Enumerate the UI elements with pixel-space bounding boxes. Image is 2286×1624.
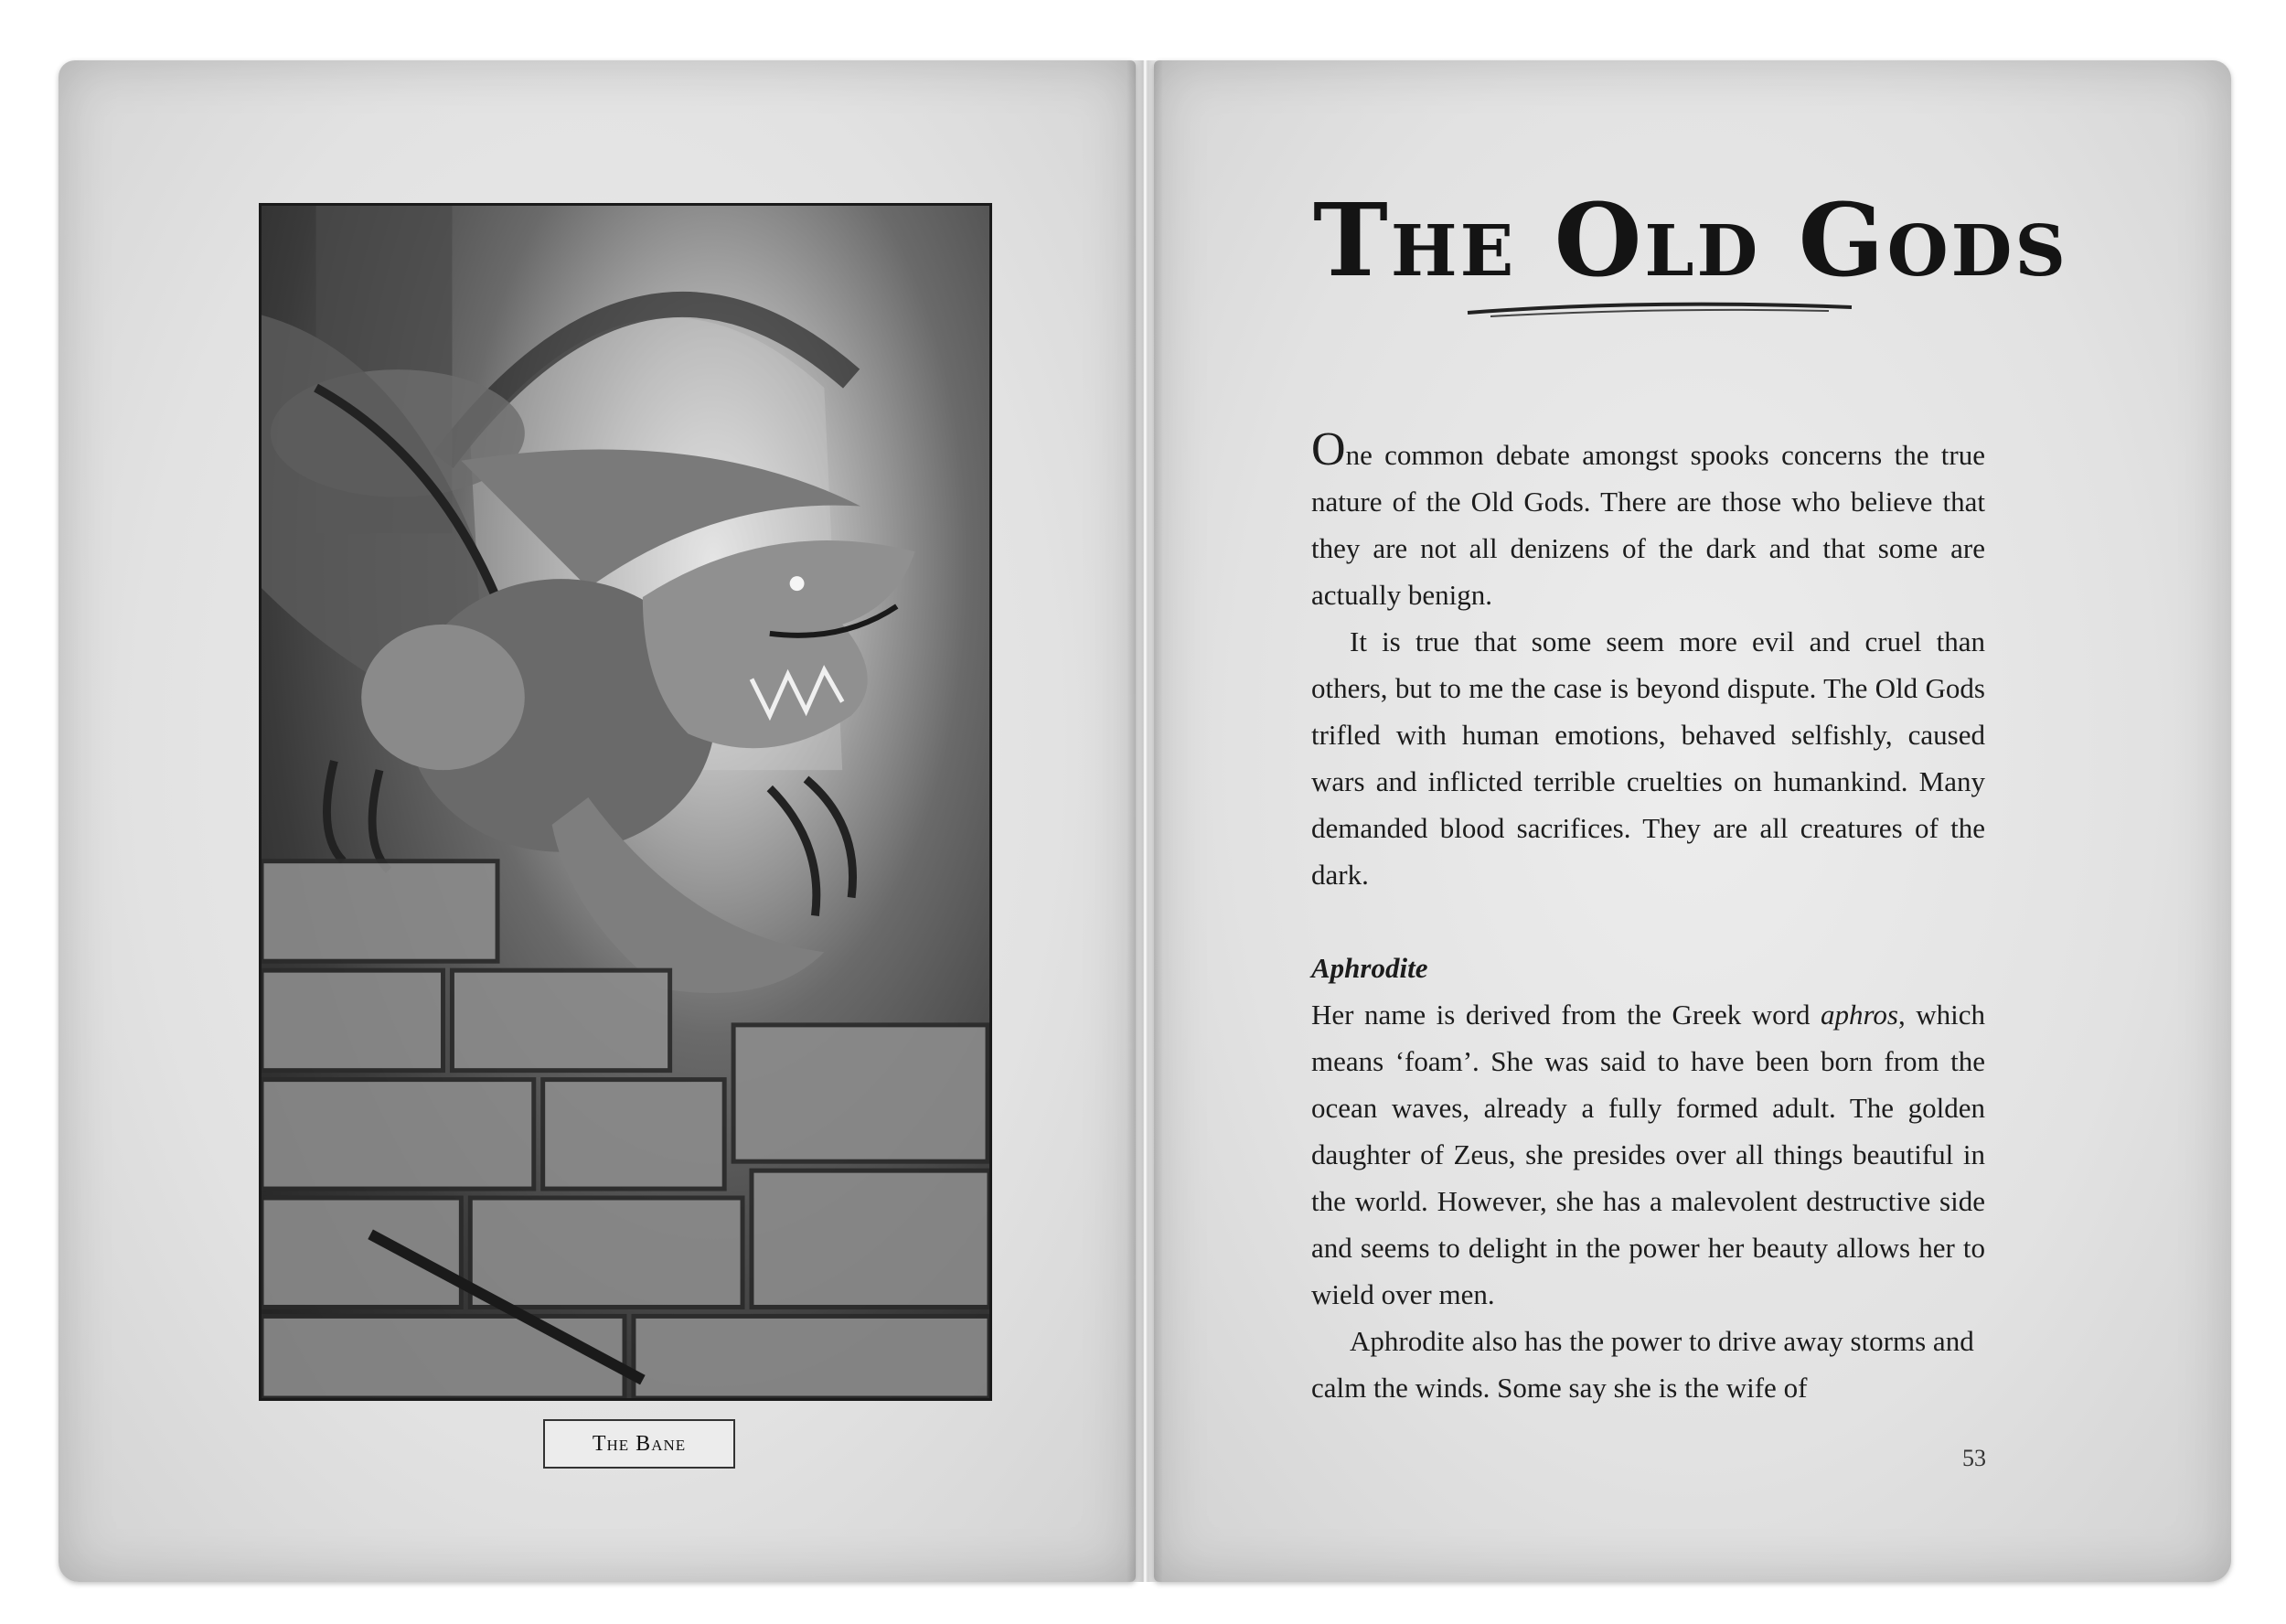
intro-text: ne common debate amongst spooks concerns the true nature of the Old Gods. There are those who believe that they are not all denizens of the dark and that some are actually benign. xyxy=(1311,439,1985,611)
illustration-caption: The Bane xyxy=(543,1419,735,1469)
drop-cap: O xyxy=(1311,423,1346,475)
aphrodite-p1-start: Her name is derived from the Greek word xyxy=(1311,999,1821,1031)
bane-illustration xyxy=(259,203,992,1401)
book-spine xyxy=(1127,60,1163,1582)
intro-paragraph xyxy=(1311,423,1985,618)
bane-drawing xyxy=(262,206,989,1398)
page-number: 53 xyxy=(1962,1445,1986,1471)
aphrodite-p1-end: , which means ‘foam’. She was said to have been born from the ocean waves, already a fully formed adult. The golden daughter of Zeus, she presides over all things beautiful in the world. However, she has a malevolent destructive side and seems to delight in the power her beauty allows her to wield over men. xyxy=(1311,999,1985,1310)
title-flourish xyxy=(1463,294,1856,322)
body-text xyxy=(1311,423,1985,1411)
second-paragraph: It is true that some seem more evil and cruel than others, but to me the case is beyond dispute. The Old Gods trifled with human emotions, behaved selfishly, caused wars and inflicted terrible cruelties on humankind. Many demanded blood sacrifices. They are all creatures of the dark. xyxy=(1311,625,1985,891)
page-title: The Old Gods xyxy=(1313,181,2069,299)
aphrodite-paragraph-2: Aphrodite also has the power to drive away storms and calm the winds. Some say she is the wife of xyxy=(1311,1325,1974,1404)
aphros-word: aphros xyxy=(1820,999,1898,1031)
section-subheading: Aphrodite xyxy=(1311,952,1428,984)
aphrodite-paragraph-1 xyxy=(1311,991,1985,1318)
